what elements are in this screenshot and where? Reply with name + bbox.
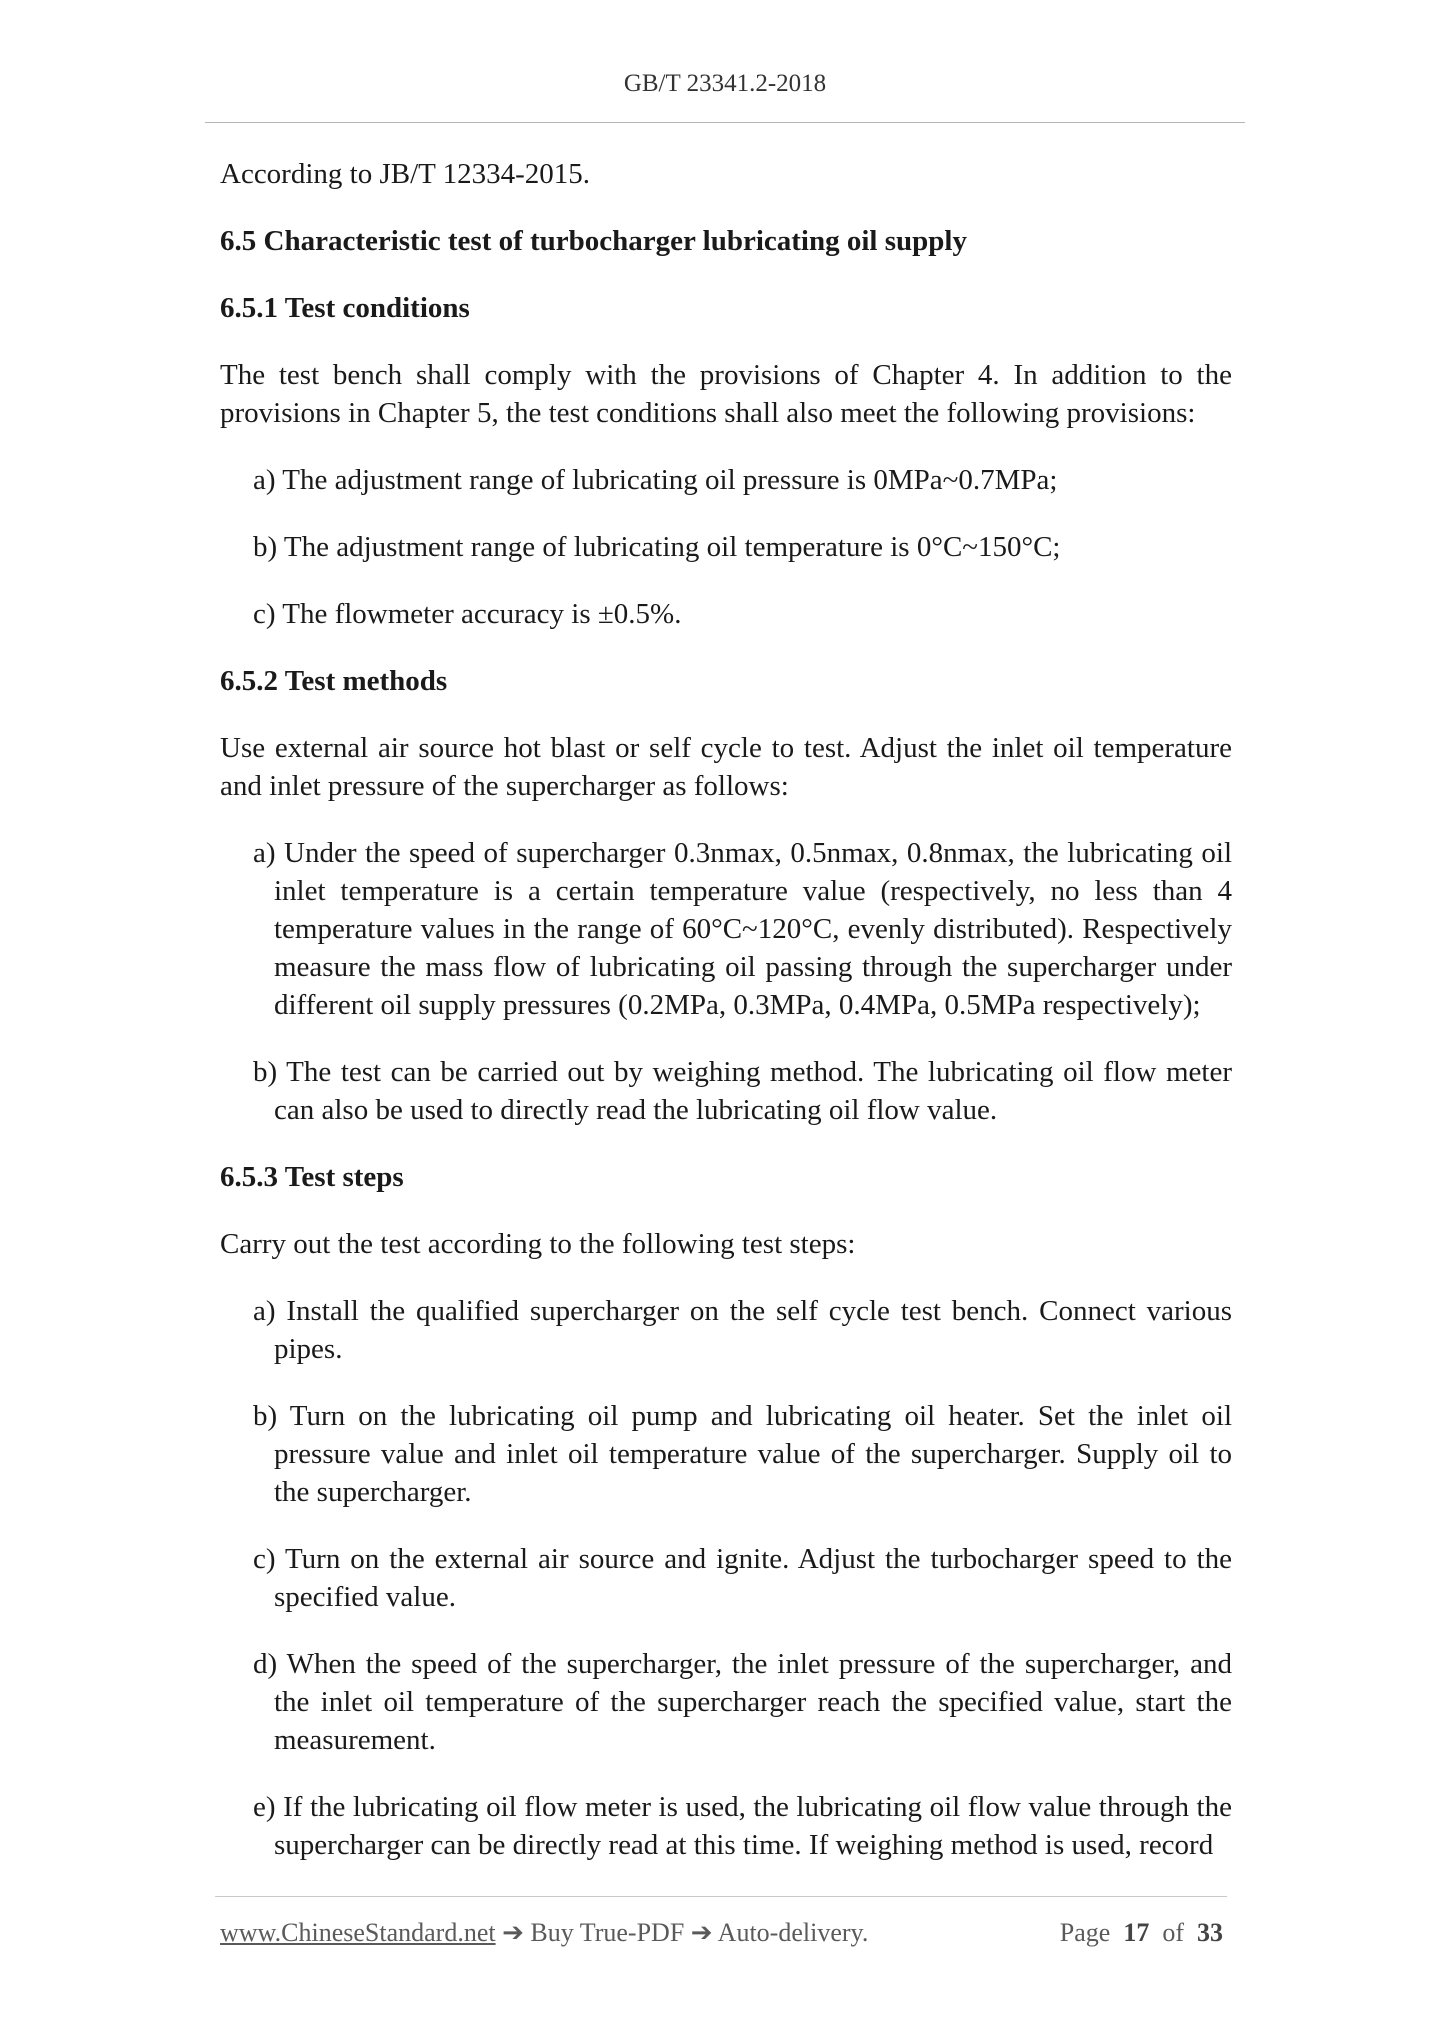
page-number <box>1060 1918 1223 1948</box>
list-item: e) If the lubricating oil flow meter is used, the lubricating oil flow value through the supercharger can be directly read at this time. If weighing method is used, record <box>253 1791 1232 1861</box>
auto-delivery-text: Auto-delivery. <box>717 1918 869 1947</box>
list-item: b) The test can be carried out by weighing method. The lubricating oil flow meter can also be used to directly read the lubricating oil flow value. <box>253 1056 1232 1126</box>
of-label: of <box>1162 1918 1184 1947</box>
footer-divider <box>215 1896 1227 1897</box>
list-item: d) When the speed of the supercharger, the inlet pressure of the supercharger, and the inlet oil temperature of the supercharger reach the specified value, start the measurement. <box>253 1648 1232 1756</box>
page-current: 17 <box>1123 1918 1150 1947</box>
intro-paragraph: According to JB/T 12334-2015. <box>220 158 590 190</box>
page-label: Page <box>1059 1918 1111 1947</box>
header-divider <box>205 122 1245 123</box>
list-item: c) Turn on the external air source and ignite. Adjust the turbocharger speed to the specified value. <box>253 1543 1232 1613</box>
page-header-standard-number: GB/T 23341.2-2018 <box>623 70 827 97</box>
list-item: a) Install the qualified supercharger on the self cycle test bench. Connect various pipes. <box>253 1295 1232 1365</box>
document-body <box>220 155 1232 1893</box>
section-6-5-heading: 6.5 Characteristic test of turbocharger lubricating oil supply <box>220 225 967 257</box>
arrow-right-icon: ➔ <box>690 1918 713 1947</box>
list-item: b) Turn on the lubricating oil pump and lubricating oil heater. Set the inlet oil pressure value and inlet oil temperature value of the supercharger. Supply oil to the supercharger. <box>253 1400 1232 1508</box>
list-item: a) The adjustment range of lubricating oil pressure is 0MPa~0.7MPa; <box>253 464 1058 496</box>
site-link[interactable]: www.ChineseStandard.net <box>220 1918 496 1947</box>
section-6-5-1-paragraph: The test bench shall comply with the provisions of Chapter 4. In addition to the provisions in Chapter 5, the test conditions shall also meet the following provisions: <box>220 359 1232 429</box>
buy-true-pdf-text: Buy True-PDF <box>530 1918 685 1947</box>
section-6-5-3-heading: 6.5.3 Test steps <box>220 1161 404 1193</box>
page-total: 33 <box>1197 1918 1223 1947</box>
arrow-right-icon: ➔ <box>502 1918 524 1947</box>
section-6-5-2-paragraph: Use external air source hot blast or self cycle to test. Adjust the inlet oil temperature and inlet pressure of the supercharger as follows: <box>220 732 1232 802</box>
footer-promo <box>220 1918 868 1948</box>
section-6-5-1-heading: 6.5.1 Test conditions <box>220 292 470 324</box>
list-item: a) Under the speed of supercharger 0.3nmax, 0.5nmax, 0.8nmax, the lubricating oil inlet temperature is a certain temperature value (respectively, no less than 4 temperature values in the range of 60°C~120°C, evenly distributed). Respectively measure the mass flow of lubricating oil passing through the supercharger under different oil supply pressures (0.2MPa, 0.3MPa, 0.4MPa, 0.5MPa respectively); <box>253 837 1232 1021</box>
section-6-5-3-paragraph: Carry out the test according to the following test steps: <box>220 1228 856 1260</box>
list-item: b) The adjustment range of lubricating oil temperature is 0°C~150°C; <box>253 531 1061 563</box>
section-6-5-2-heading: 6.5.2 Test methods <box>220 665 448 697</box>
list-item: c) The flowmeter accuracy is ±0.5%. <box>253 598 682 630</box>
